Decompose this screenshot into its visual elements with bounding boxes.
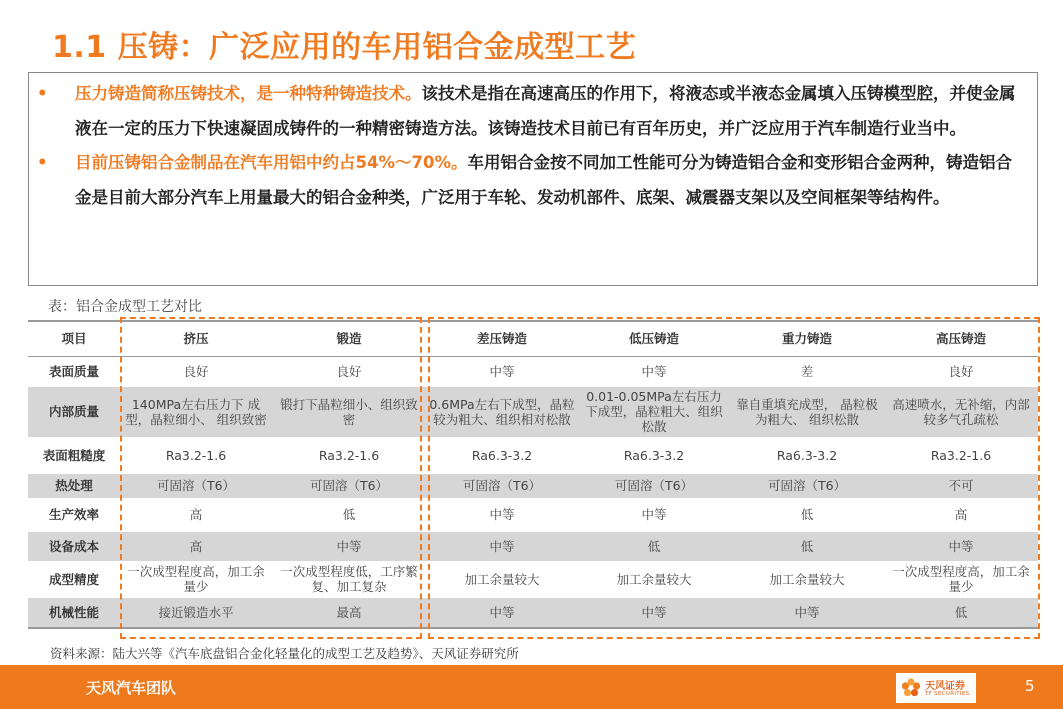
table-cell: 中等	[426, 498, 578, 531]
flower-icon	[900, 677, 922, 699]
row-label: 表面质量	[28, 356, 120, 386]
column-header: 挤压	[120, 321, 272, 356]
logo-subtext: TF SECURITIES	[925, 691, 970, 697]
footer-bar	[0, 665, 1063, 709]
row-label: 成型精度	[28, 561, 120, 597]
table-cell: 0.6MPa左右下成型，晶粒较为粗大、组织相对松散	[426, 386, 578, 437]
table-cell: 加工余量较大	[426, 561, 578, 597]
bullet-item	[29, 146, 1037, 215]
table-cell: 良好	[272, 356, 426, 386]
page-number: 5	[1025, 677, 1035, 695]
table-cell: 高	[884, 498, 1038, 531]
bullet-highlight: 压力铸造简称压铸技术，是一种特种铸造技术。	[75, 84, 422, 103]
table-cell: Ra3.2-1.6	[272, 437, 426, 473]
bullet-marker: •	[37, 84, 48, 103]
table-cell: 可固溶（T6）	[272, 473, 426, 498]
table-cell: 中等	[730, 597, 884, 628]
table-cell: 中等	[578, 498, 730, 531]
column-header: 差压铸造	[426, 321, 578, 356]
column-header: 项目	[28, 321, 120, 356]
table-cell: 中等	[578, 597, 730, 628]
table-cell: 中等	[884, 531, 1038, 561]
row-label: 表面粗糙度	[28, 437, 120, 473]
row-label: 内部质量	[28, 386, 120, 437]
table-cell: 低	[272, 498, 426, 531]
table-cell: 可固溶（T6）	[120, 473, 272, 498]
table-cell: 良好	[120, 356, 272, 386]
row-label: 机械性能	[28, 597, 120, 628]
table-cell: 中等	[578, 356, 730, 386]
table-cell: Ra3.2-1.6	[120, 437, 272, 473]
bullet-text: 车用铝合金按不同加工性能可分为铸造铝合金和变形铝合金两种，铸造铝合金是目前大部分汽车上用量最大的铝合金种类，广泛用于车轮、发动机部件、底架、减震器支架以及空间框架等结构件。	[75, 153, 1012, 207]
table-cell: 中等	[272, 531, 426, 561]
page-title: 1.1 压铸：广泛应用的车用铝合金成型工艺	[52, 30, 637, 65]
table-cell: 一次成型程度高，加工余量少	[120, 561, 272, 597]
company-logo	[896, 673, 976, 703]
column-header: 高压铸造	[884, 321, 1038, 356]
highlight-frame-forming	[120, 317, 422, 639]
table-cell: 接近锻造水平	[120, 597, 272, 628]
table-cell: 中等	[426, 531, 578, 561]
table-cell: 可固溶（T6）	[730, 473, 884, 498]
table-cell: 高	[120, 531, 272, 561]
table-cell: 一次成型程度低，工序繁复、加工复杂	[272, 561, 426, 597]
table-cell: Ra6.3-3.2	[578, 437, 730, 473]
column-header: 低压铸造	[578, 321, 730, 356]
bullet-item	[29, 77, 1037, 146]
table-cell: 可固溶（T6）	[578, 473, 730, 498]
footer-team: 天风汽车团队	[86, 679, 177, 697]
table-cell: Ra6.3-3.2	[730, 437, 884, 473]
table-cell: 最高	[272, 597, 426, 628]
row-label: 热处理	[28, 473, 120, 498]
table-caption: 表：铝合金成型工艺对比	[48, 299, 202, 315]
table-cell: Ra3.2-1.6	[884, 437, 1038, 473]
highlight-frame-casting	[428, 317, 1040, 639]
bullet-marker: •	[37, 153, 48, 172]
table-cell: 140MPa左右压力下 成型，晶粒细小、 组织致密	[120, 386, 272, 437]
table-cell: 高	[120, 498, 272, 531]
row-label: 设备成本	[28, 531, 120, 561]
table-cell: 0.01-0.05MPa左右压力下成型，晶粒粗大、组织松散	[578, 386, 730, 437]
table-cell: 低	[730, 531, 884, 561]
table-cell: 加工余量较大	[578, 561, 730, 597]
summary-box	[28, 72, 1038, 286]
row-label: 生产效率	[28, 498, 120, 531]
table-cell: 中等	[426, 597, 578, 628]
column-header: 锻造	[272, 321, 426, 356]
table-cell: 加工余量较大	[730, 561, 884, 597]
table-cell: 不可	[884, 473, 1038, 498]
table-cell: 低	[884, 597, 1038, 628]
table-cell: Ra6.3-3.2	[426, 437, 578, 473]
table-cell: 可固溶（T6）	[426, 473, 578, 498]
table-cell: 低	[730, 498, 884, 531]
bullet-highlight: 目前压铸铝合金制品在汽车用铝中约占54%～70%。	[75, 153, 468, 172]
logo-text: 天风证券	[925, 681, 965, 692]
table-cell: 良好	[884, 356, 1038, 386]
table-cell: 靠自重填充成型， 晶粒极为粗大、 组织松散	[730, 386, 884, 437]
column-header: 重力铸造	[730, 321, 884, 356]
table-cell: 差	[730, 356, 884, 386]
table-cell: 高速喷水，无补缩，内部较多气孔疏松	[884, 386, 1038, 437]
source-note: 资料来源：陆大兴等《汽车底盘铝合金化轻量化的成型工艺及趋势》、天风证券研究所	[50, 646, 519, 661]
bullet-text: 该技术是指在高速高压的作用下，将液态或半液态金属填入压铸模型腔，并使金属液在一定的压力下快速凝固成铸件的一种精密铸造方法。该铸造技术目前已有百年历史，并广泛应用于汽车制造行业当中。	[75, 84, 1016, 138]
table-cell: 一次成型程度高，加工余量少	[884, 561, 1038, 597]
table-cell: 中等	[426, 356, 578, 386]
table-cell: 低	[578, 531, 730, 561]
table-cell: 锻打下晶粒细小、组织致密	[272, 386, 426, 437]
